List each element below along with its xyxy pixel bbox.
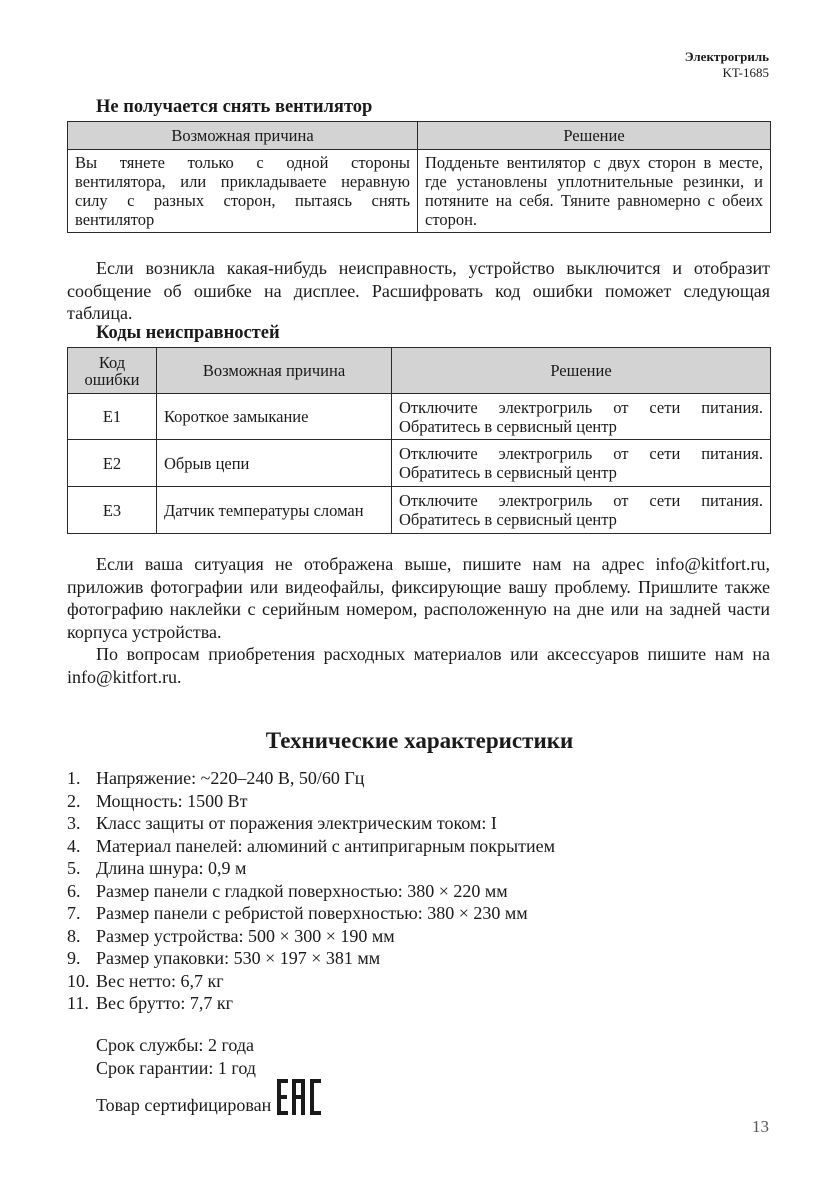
column-header-solution: Решение <box>392 348 771 394</box>
warranty-period: Срок гарантии: 1 год <box>96 1057 256 1078</box>
accessories-paragraph: По вопросам приобретения расходных материалов или аксессуаров пишите нам на info@kitfort.ru. <box>67 644 770 687</box>
spec-number: 9. <box>67 948 81 968</box>
error-code-cell: E3 <box>68 487 157 534</box>
cause-cell: Датчик температуры сломан <box>157 487 392 534</box>
spec-item <box>67 857 555 880</box>
certification-text: Товар сертифицирован <box>96 1094 272 1115</box>
spec-text: Напряжение: ~220–240 В, 50/60 Гц <box>96 768 365 788</box>
spec-number: 4. <box>67 835 81 856</box>
spec-text: Вес брутто: 7,7 кг <box>96 993 233 1013</box>
spec-number: 2. <box>67 790 81 811</box>
spec-text: Длина шнура: 0,9 м <box>96 858 247 878</box>
cause-cell: Короткое замыкание <box>157 394 392 440</box>
solution-cell: Подденьте вентилятор с двух сторон в месте, где установлены уплотнительные резинки, и потяните на себя. Тяните равномерно с обеих сторон. <box>418 150 771 233</box>
spec-text: Мощность: 1500 Вт <box>96 790 248 811</box>
spec-item <box>67 902 555 925</box>
spec-number: 6. <box>67 880 81 901</box>
error-code-cell: E1 <box>68 394 157 440</box>
error-codes-table <box>67 347 771 534</box>
spec-number: 5. <box>67 858 81 878</box>
spec-item <box>67 812 555 835</box>
spec-text: Класс защиты от поражения электрическим током: I <box>96 813 497 833</box>
spec-number: 8. <box>67 925 81 946</box>
table-row <box>68 487 771 534</box>
spec-number: 3. <box>67 813 81 833</box>
column-header-code <box>68 348 157 394</box>
fan-section-title: Не получается снять вентилятор <box>96 97 373 117</box>
table-header-row <box>68 122 771 150</box>
solution-cell: Отключите электрогриль от сети питания. Обратитесь в сервисный центр <box>392 487 771 534</box>
spec-text: Размер устройства: 500 × 300 × 190 мм <box>96 925 395 946</box>
service-info <box>96 1034 321 1116</box>
column-header-cause: Возможная причина <box>68 122 418 150</box>
spec-text: Вес нетто: 6,7 кг <box>96 970 224 991</box>
spec-number: 10. <box>67 970 90 991</box>
spec-text: Материал панелей: алюминий с антипригарным покрытием <box>96 835 555 856</box>
spec-text: Размер панели с гладкой поверхностью: 380 × 220 мм <box>96 880 508 901</box>
page-number: 13 <box>752 1117 769 1136</box>
cause-cell: Обрыв цепи <box>157 440 392 487</box>
cause-cell: Вы тянете только с одной стороны вентилятора, или прикладываете неравную силу с разных сторон, пытаясь снять вентилятор <box>68 150 418 233</box>
solution-cell: Отключите электрогриль от сети питания. Обратитесь в сервисный центр <box>392 440 771 487</box>
running-header-title: Электрогриль <box>684 49 769 64</box>
spec-item <box>67 925 555 948</box>
spec-item <box>67 767 555 790</box>
error-intro-paragraph: Если возникла какая-нибудь неисправность, устройство выключится и отобразит сообщение об ошибке на дисплее. Расшифровать код ошибки поможет следующая таблица. <box>67 258 770 323</box>
table-row <box>68 440 771 487</box>
specs-title: Технические характеристики <box>265 728 574 753</box>
column-header-cause: Возможная причина <box>157 348 392 394</box>
spec-number: 11. <box>67 993 89 1013</box>
column-header-solution: Решение <box>418 122 771 150</box>
certification-row <box>96 1079 321 1116</box>
table-header-row <box>68 348 771 394</box>
spec-text: Размер панели с ребристой поверхностью: 380 × 230 мм <box>96 903 528 923</box>
specs-list <box>67 767 555 1015</box>
spec-item <box>67 992 555 1015</box>
code-header-line2: ошибки <box>84 369 140 389</box>
spec-item <box>67 970 555 993</box>
eac-certification-mark-icon <box>277 1079 321 1115</box>
code-header-line1: Код <box>98 352 126 372</box>
spec-item <box>67 790 555 813</box>
error-code-cell: E2 <box>68 440 157 487</box>
spec-item <box>67 880 555 903</box>
spec-number: 7. <box>67 903 81 923</box>
table-row <box>68 150 771 233</box>
spec-text: Размер упаковки: 530 × 197 × 381 мм <box>96 948 381 968</box>
spec-item <box>67 947 555 970</box>
running-header-model: KT-1685 <box>722 65 769 80</box>
spec-item <box>67 835 555 858</box>
table-row <box>68 394 771 440</box>
error-codes-title: Коды неисправностей <box>96 323 280 343</box>
fan-troubleshooting-table <box>67 121 771 233</box>
spec-number: 1. <box>67 768 81 788</box>
service-lifetime: Срок службы: 2 года <box>96 1035 255 1055</box>
contact-paragraph: Если ваша ситуация не отображена выше, пишите нам на адрес info@kitfort.ru, приложив фотографии или видеофайлы, фиксирующие вашу проблему. Пришлите также фотографию наклейки с серийным номером, расположенную на дне или на задней части корпуса устройства. <box>67 554 770 642</box>
solution-cell: Отключите электрогриль от сети питания. Обратитесь в сервисный центр <box>392 394 771 440</box>
